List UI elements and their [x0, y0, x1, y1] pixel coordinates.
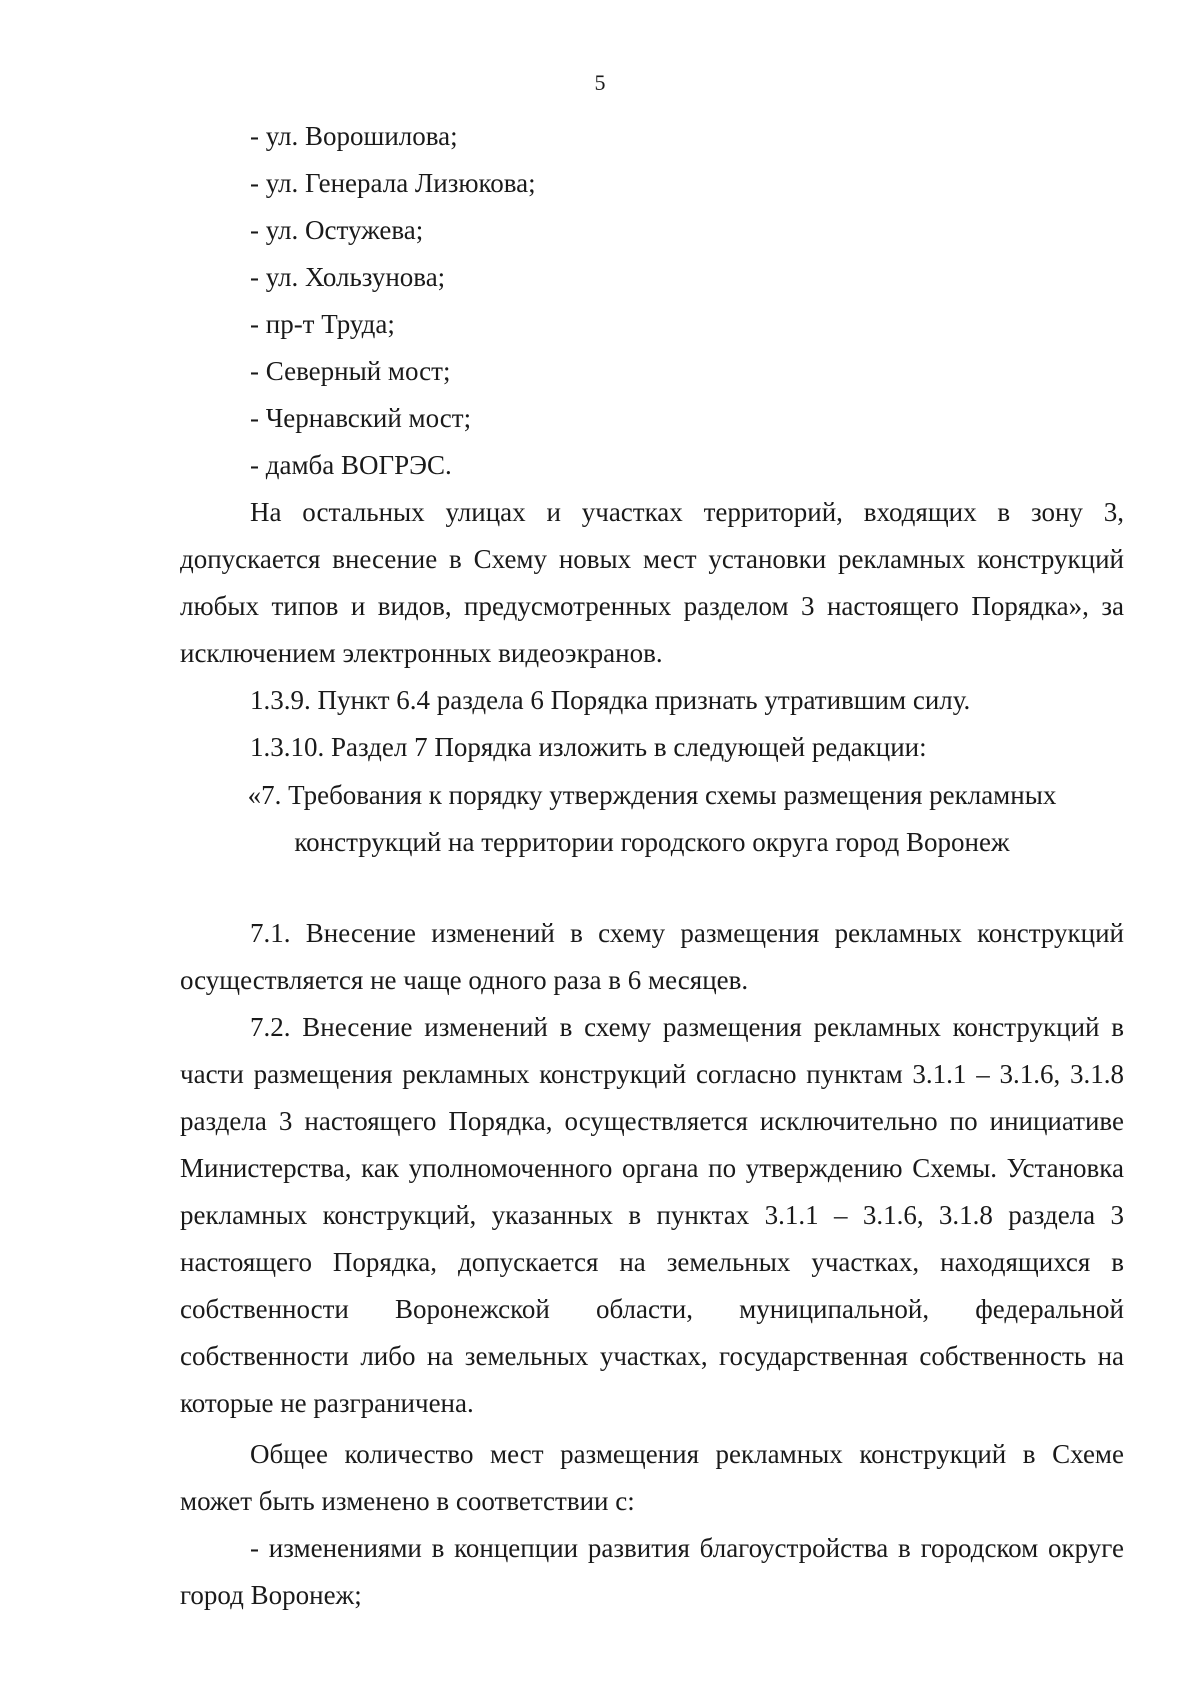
street-list	[250, 113, 1050, 489]
paragraph-1-3-10: 1.3.10. Раздел 7 Порядка изложить в следующей редакции:	[250, 732, 927, 762]
page-number: 5	[594, 70, 606, 95]
paragraph-7-2: 7.2. Внесение изменений в схему размещения рекламных конструкций в части размещения рекламных конструкций согласно пунктам 3.1.1 – 3.1.6, 3.1.8 раздела 3 настоящего Порядка, осуществляется исключительно по инициативе Министерства, как уполномоченного органа по утверждению Схемы. Установка рекламных конструкций, указанных в пунктах 3.1.1 – 3.1.6, 3.1.8 раздела 3 настоящего Порядка, допускается на земельных участках, находящихся в собственности Воронежской области, муниципальной, федеральной собственности либо на земельных участках, государственная собственность на которые не разграничена.	[180, 1012, 1124, 1418]
list-item: - дамба ВОГРЭС.	[250, 450, 452, 480]
section-heading-line1: «7. Требования к порядку утверждения схемы размещения рекламных	[247, 780, 1057, 810]
paragraph-bullet-concept: - изменениями в концепции развития благоустройства в городском округе город Воронеж;	[180, 1533, 1124, 1610]
body-text-lower	[180, 910, 1124, 1619]
list-item: - ул. Хользунова;	[250, 262, 446, 292]
list-item: - Северный мост;	[250, 356, 451, 386]
list-item: - пр-т Труда;	[250, 309, 395, 339]
paragraph-7-1: 7.1. Внесение изменений в схему размещения рекламных конструкций осуществляется не чаще одного раза в 6 месяцев.	[180, 918, 1124, 995]
paragraph-zone3: На остальных улицах и участках территорий, входящих в зону 3, допускается внесение в Схему новых мест установки рекламных конструкций любых типов и видов, предусмотренных разделом 3 настоящего Порядка», за исключением электронных видеоэкранов.	[180, 497, 1124, 668]
section-heading-line2: конструкций на территории городского округа город Воронеж	[294, 827, 1010, 857]
list-item: - ул. Ворошилова;	[250, 121, 458, 151]
list-item: - ул. Генерала Лизюкова;	[250, 168, 536, 198]
paragraph-total-places: Общее количество мест размещения рекламных конструкций в Схеме может быть изменено в соответствии с:	[180, 1439, 1124, 1516]
paragraph-1-3-9: 1.3.9. Пункт 6.4 раздела 6 Порядка признать утратившим силу.	[250, 685, 971, 715]
list-item: - ул. Остужева;	[250, 215, 424, 245]
body-text-upper	[180, 489, 1124, 771]
list-item: - Чернавский мост;	[250, 403, 472, 433]
